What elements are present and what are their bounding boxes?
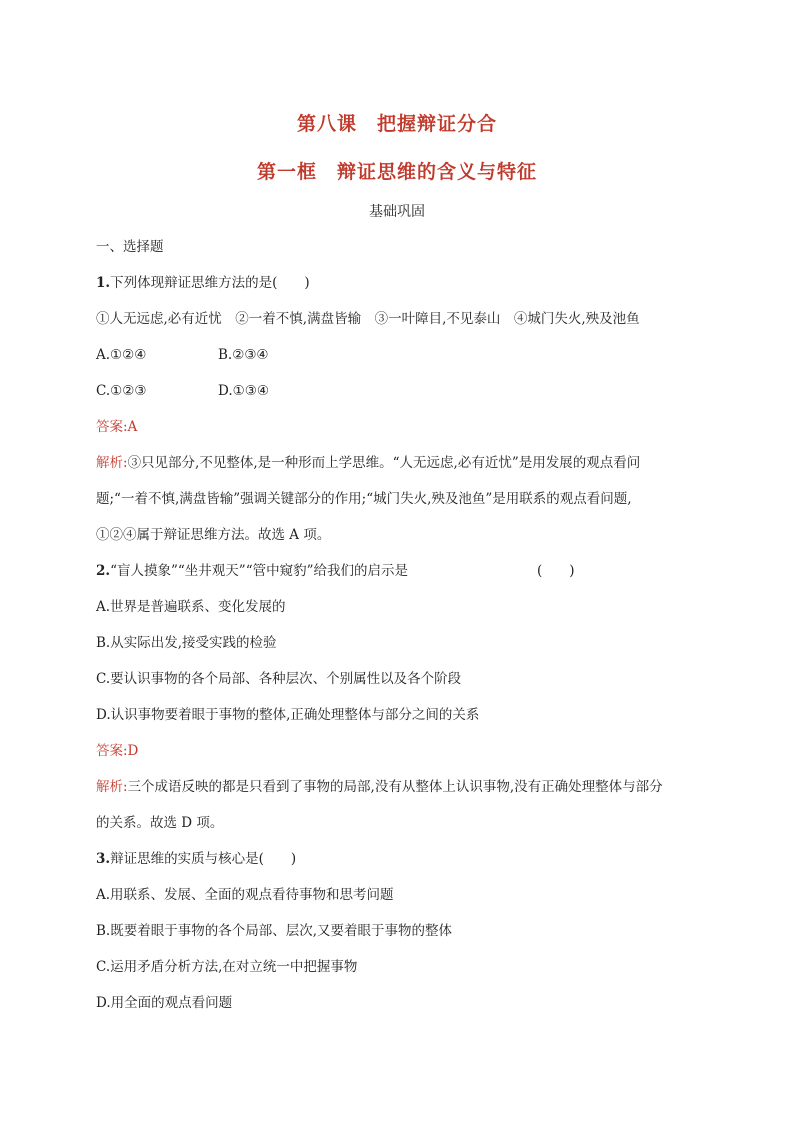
question-number: 2. bbox=[96, 563, 111, 579]
answer: 答案:A bbox=[96, 419, 138, 435]
explanation-text: 三个成语反映的都是只看到了事物的局部,没有从整体上认识事物,没有正确处理整体与部分 bbox=[127, 779, 663, 795]
question-stem: 辩证思维的实质与核心是( ) bbox=[110, 851, 297, 867]
explanation-label: 解析: bbox=[96, 779, 128, 795]
question-stem: “盲人摸象”“坐井观天”“管中窥豹”给我们的启示是 bbox=[110, 563, 409, 579]
option-c: C.①②③ bbox=[96, 383, 147, 399]
question-number: 1. bbox=[96, 275, 111, 291]
part-heading: 一、选择题 bbox=[96, 239, 164, 255]
option-c: C.要认识事物的各个局部、各种层次、个别属性以及各个阶段 bbox=[96, 671, 462, 687]
explanation-line: ①②④属于辩证思维方法。故选 A 项。 bbox=[96, 527, 331, 543]
explanation-text: ③只见部分,不见整体,是一种形而上学思维。“人无远虑,必有近忧”是用发展的观点看问 bbox=[127, 455, 641, 471]
option-a: A.世界是普遍联系、变化发展的 bbox=[96, 599, 286, 615]
answer: 答案:D bbox=[96, 743, 139, 759]
option-a: A.①②④ bbox=[96, 347, 147, 363]
explanation-line bbox=[96, 454, 640, 472]
option-b: B.从实际出发,接受实践的检验 bbox=[96, 635, 277, 651]
explanation-label: 解析: bbox=[96, 455, 128, 471]
option-a: A.用联系、发展、全面的观点看待事物和思考问题 bbox=[96, 887, 394, 903]
option-b: B.②③④ bbox=[218, 347, 269, 363]
lesson-title: 第八课 把握辩证分合 bbox=[296, 113, 497, 135]
question-stem: 下列体现辩证思维方法的是( ) bbox=[110, 275, 310, 291]
explanation-line: 题;“一着不慎,满盘皆输”强调关键部分的作用;“城门失火,殃及池鱼”是用联系的观点看问题, bbox=[96, 491, 632, 507]
section-title: 第一框 辩证思维的含义与特征 bbox=[256, 161, 537, 183]
question-3 bbox=[96, 850, 296, 868]
question-2 bbox=[96, 562, 408, 580]
option-c: C.运用矛盾分析方法,在对立统一中把握事物 bbox=[96, 959, 358, 975]
question-1-items: ①人无远虑,必有近忧 ②一着不慎,满盘皆输 ③一叶障目,不见泰山 ④城门失火,殃及池鱼 bbox=[96, 311, 640, 327]
level-heading: 基础巩固 bbox=[369, 204, 425, 220]
option-b: B.既要着眼于事物的各个局部、层次,又要着眼于事物的整体 bbox=[96, 923, 453, 939]
question-1 bbox=[96, 274, 310, 292]
explanation-line: 的关系。故选 D 项。 bbox=[96, 815, 224, 831]
option-d: D.用全面的观点看问题 bbox=[96, 995, 233, 1011]
question-number: 3. bbox=[96, 851, 111, 867]
option-d: D.认识事物要着眼于事物的整体,正确处理整体与部分之间的关系 bbox=[96, 707, 480, 723]
explanation-line bbox=[96, 778, 663, 796]
option-d: D.①③④ bbox=[218, 383, 269, 399]
answer-parenthesis: ( ) bbox=[537, 563, 575, 579]
